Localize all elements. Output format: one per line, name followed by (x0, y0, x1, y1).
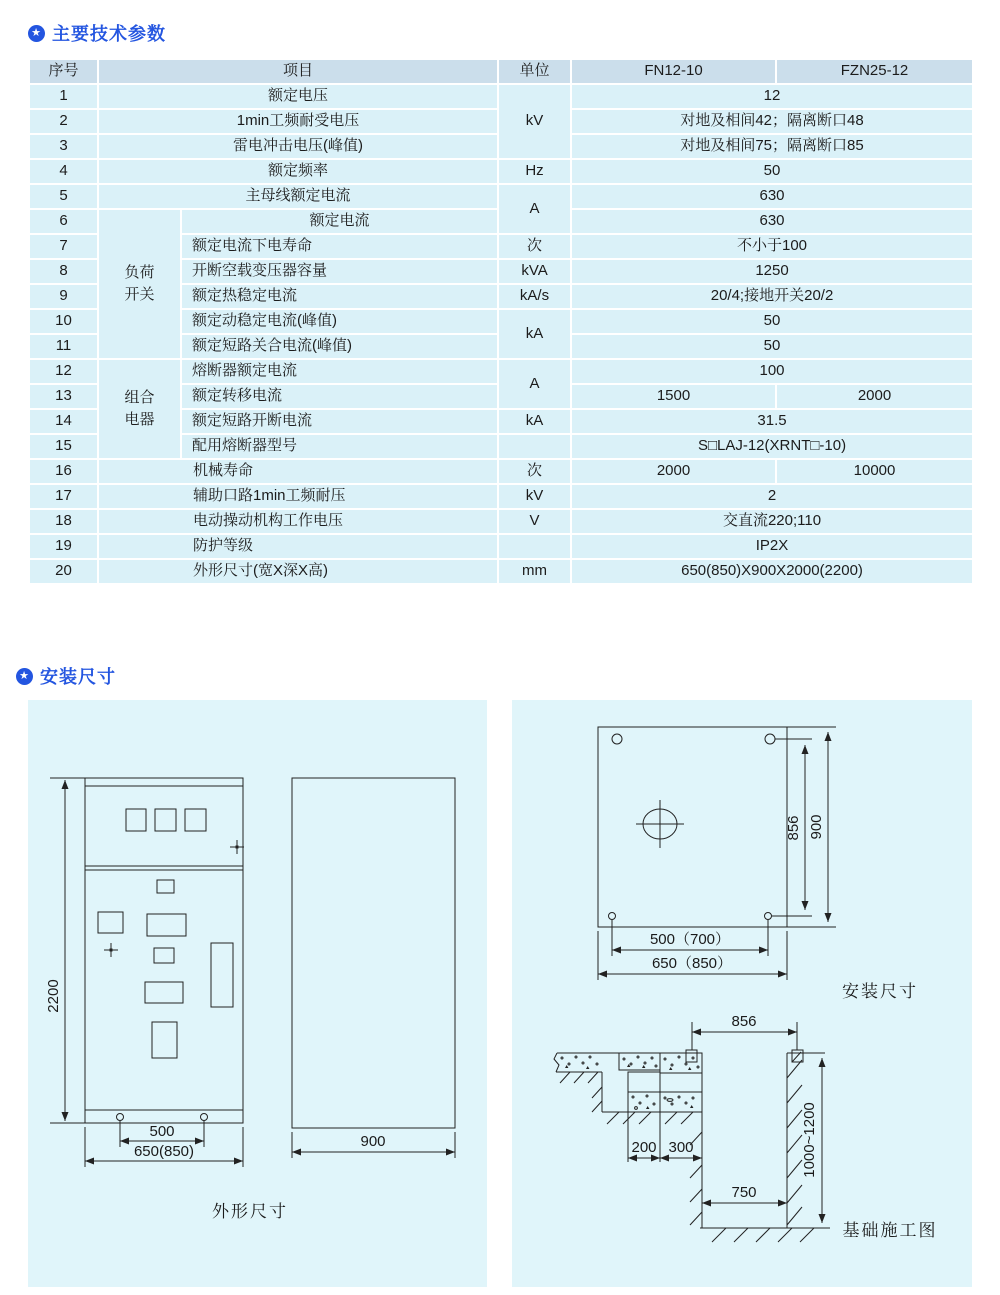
row-num: 8 (29, 259, 98, 284)
side-view (292, 778, 455, 1158)
unit-cell: kA (498, 309, 571, 359)
section-title-main-parameters (28, 20, 166, 46)
table-row (29, 184, 973, 209)
value-cell: 50 (571, 159, 973, 184)
item-cell: 外形尺寸(宽X深X高) (98, 559, 498, 584)
foundation-view (554, 1013, 830, 1242)
header-model2: FZN25-12 (776, 59, 973, 84)
dim-label-height: 2200 (45, 979, 62, 1013)
unit-cell: 次 (498, 459, 571, 484)
unit-cell: A (498, 359, 571, 409)
row-num: 14 (29, 409, 98, 434)
section-title-text: 主要技术参数 (52, 24, 166, 44)
item-cell: 额定电压 (98, 84, 498, 109)
dim-label-hole-span: 856 (785, 815, 802, 841)
header-unit: 单位 (498, 59, 571, 84)
dim-label-depth: 900 (808, 814, 825, 840)
row-num: 19 (29, 534, 98, 559)
value-cell: 650(850)X900X2000(2200) (571, 559, 973, 584)
unit-cell: mm (498, 559, 571, 584)
row-num: 17 (29, 484, 98, 509)
unit-cell (498, 434, 571, 459)
unit-cell: kA/s (498, 284, 571, 309)
install-caption: 安装尺寸 (842, 982, 918, 1001)
row-num: 7 (29, 234, 98, 259)
item-cell: 1min工频耐受电压 (98, 109, 498, 134)
value-cell-model2: 2000 (776, 384, 973, 409)
header-model1: FN12-10 (571, 59, 776, 84)
value-cell: 50 (571, 334, 973, 359)
item-cell: 雷电冲击电压(峰值) (98, 134, 498, 159)
dim-label-step-right: 300 (668, 1139, 694, 1156)
value-cell: S□LAJ-12(XRNT□-10) (571, 434, 973, 459)
dim-label-span: 856 (731, 1013, 757, 1030)
dim-label-bottom: 750 (731, 1184, 757, 1201)
value-cell: 交直流220;110 (571, 509, 973, 534)
row-num: 20 (29, 559, 98, 584)
row-num: 10 (29, 309, 98, 334)
dim-label-width-inner: 500 (149, 1123, 175, 1140)
value-cell: 12 (571, 84, 973, 109)
unit-cell: Hz (498, 159, 571, 184)
value-cell: 630 (571, 184, 973, 209)
value-cell: IP2X (571, 534, 973, 559)
texture-dots (561, 1056, 699, 1109)
unit-cell: kV (498, 484, 571, 509)
header-index: 序号 (29, 59, 98, 84)
value-cell-model2: 10000 (776, 459, 973, 484)
dim-label-depth: 900 (360, 1133, 386, 1150)
spec-table (28, 58, 974, 585)
unit-cell: 次 (498, 234, 571, 259)
front-view (85, 778, 244, 1123)
row-num: 15 (29, 434, 98, 459)
table-row (29, 359, 973, 384)
value-cell: 20/4;接地开关20/2 (571, 284, 973, 309)
header-item: 项目 (98, 59, 498, 84)
row-num: 9 (29, 284, 98, 309)
table-row (29, 84, 973, 109)
outline-caption: 外形尺寸 (212, 1202, 288, 1221)
item-cell: 额定频率 (98, 159, 498, 184)
unit-cell: kVA (498, 259, 571, 284)
item-cell: 额定电流 (181, 209, 498, 234)
row-num: 12 (29, 359, 98, 384)
table-row (29, 534, 973, 559)
item-cell: 电动操动机构工作电压 (98, 509, 498, 534)
star-icon: ★ (28, 25, 45, 42)
item-cell: 防护等级 (98, 534, 498, 559)
dim-label-width-outer: 650（850） (651, 955, 733, 972)
value-cell: 630 (571, 209, 973, 234)
table-row (29, 509, 973, 534)
table-row (29, 484, 973, 509)
row-num: 13 (29, 384, 98, 409)
value-cell: 2 (571, 484, 973, 509)
row-num: 16 (29, 459, 98, 484)
item-cell: 额定短路关合电流(峰值) (181, 334, 498, 359)
item-cell: 配用熔断器型号 (181, 434, 498, 459)
item-cell: 开断空载变压器容量 (181, 259, 498, 284)
front-view-dimensions (45, 778, 243, 1167)
value-cell: 31.5 (571, 409, 973, 434)
unit-cell: A (498, 184, 571, 234)
item-cell: 主母线额定电流 (98, 184, 498, 209)
value-cell: 不小于100 (571, 234, 973, 259)
table-row (29, 459, 973, 484)
unit-cell: kV (498, 84, 571, 159)
item-cell: 辅助口路1min工频耐压 (98, 484, 498, 509)
item-cell: 额定热稳定电流 (181, 284, 498, 309)
foundation-caption: 基础施工图 (842, 1221, 938, 1240)
unit-cell: V (498, 509, 571, 534)
dim-label-width-outer: 650(850) (133, 1143, 195, 1160)
row-num: 18 (29, 509, 98, 534)
unit-cell: kA (498, 409, 571, 434)
item-cell: 额定短路开断电流 (181, 409, 498, 434)
table-row (29, 159, 973, 184)
group-cell-load-switch: 负荷开关 (98, 209, 181, 359)
group-cell-combined: 组合电器 (98, 359, 181, 459)
dim-label-step-left: 200 (631, 1139, 657, 1156)
row-num: 6 (29, 209, 98, 234)
value-cell-model1: 1500 (571, 384, 776, 409)
row-num: 2 (29, 109, 98, 134)
row-num: 4 (29, 159, 98, 184)
table-header-row (29, 59, 973, 84)
item-cell: 熔断器额定电流 (181, 359, 498, 384)
dim-label-pit-depth: 1000~1200 (801, 1102, 818, 1178)
row-num: 5 (29, 184, 98, 209)
top-view (598, 727, 836, 980)
item-cell: 额定动稳定电流(峰值) (181, 309, 498, 334)
table-row (29, 559, 973, 584)
value-cell: 对地及相间75；隔离断口85 (571, 134, 973, 159)
star-icon: ★ (16, 668, 33, 685)
value-cell-model1: 2000 (571, 459, 776, 484)
section-title-install-dimensions (16, 663, 116, 689)
section-title-text: 安装尺寸 (40, 667, 116, 687)
item-cell: 额定电流下电寿命 (181, 234, 498, 259)
row-num: 3 (29, 134, 98, 159)
value-cell: 1250 (571, 259, 973, 284)
install-drawing (512, 700, 972, 1287)
unit-cell (498, 534, 571, 559)
outline-drawing-panel (28, 700, 487, 1287)
dim-label-width-inner: 500（700） (649, 931, 731, 948)
value-cell: 对地及相间42；隔离断口48 (571, 109, 973, 134)
value-cell: 100 (571, 359, 973, 384)
row-num: 11 (29, 334, 98, 359)
item-cell: 额定转移电流 (181, 384, 498, 409)
outline-drawing (28, 700, 487, 1287)
install-drawing-panel (512, 700, 972, 1287)
item-cell: 机械寿命 (98, 459, 498, 484)
row-num: 1 (29, 84, 98, 109)
value-cell: 50 (571, 309, 973, 334)
